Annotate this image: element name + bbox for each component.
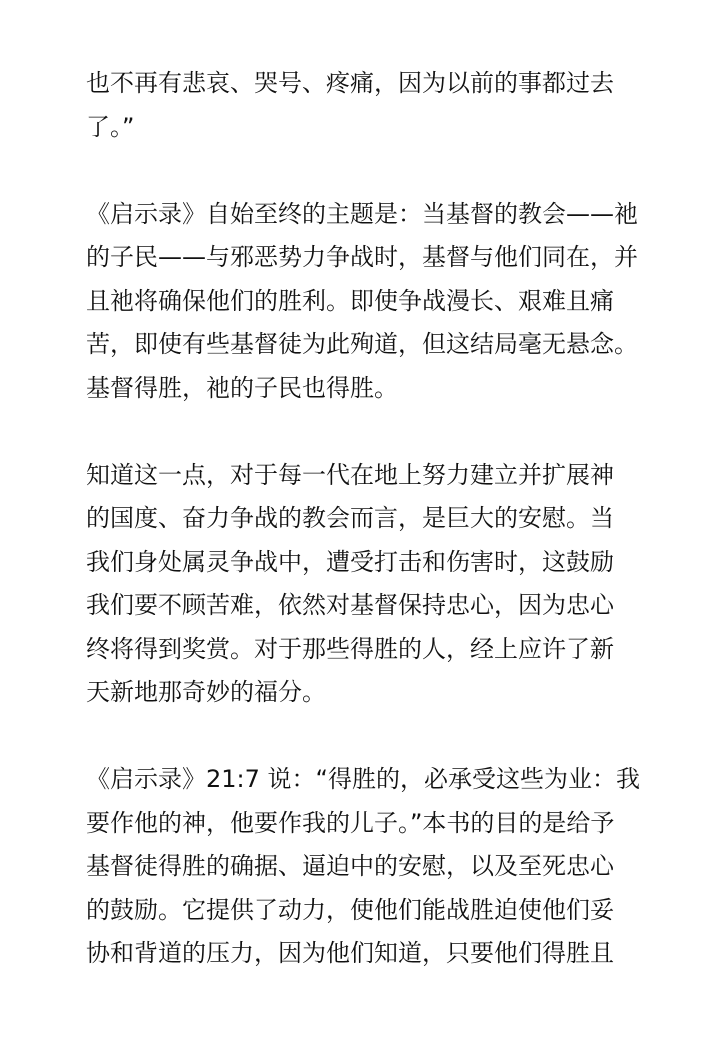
text-line: 的鼓励。它提供了动力，使他们能战胜迫使他们妥	[86, 895, 614, 924]
text-line: 知道这一点，对于每一代在地上努力建立并扩展神	[86, 460, 614, 489]
text-line: 的子民——与邪恶势力争战时，基督与他们同在，并	[86, 243, 638, 271]
text-line: 终将得到奖赏。对于那些得胜的人，经上应许了新	[86, 634, 614, 663]
paragraph-4	[86, 758, 640, 976]
text-line: 基督徒得胜的确据、逼迫中的安慰，以及至死忠心	[86, 852, 614, 880]
text-line: 天新地那奇妙的福分。	[86, 678, 326, 706]
text-line: 协和背道的压力，因为他们知道，只要他们得胜且	[86, 939, 614, 967]
text-line: 苦，即使有些基督徒为此殉道，但这结局毫无悬念。	[86, 330, 638, 358]
text-line: 了。”	[86, 112, 135, 141]
paragraph-3	[86, 454, 640, 715]
text-line: 《启示录》自始至终的主题是：当基督的教会——祂	[86, 199, 638, 228]
text-line: 基督得胜，祂的子民也得胜。	[86, 373, 398, 402]
paragraph-2	[86, 193, 640, 411]
text-line: 且祂将确保他们的胜利。即使争战漫长、艰难且痛	[86, 286, 614, 315]
text-line: 的国度、奋力争战的教会而言，是巨大的安慰。当	[86, 504, 614, 532]
text-line: 我们身处属灵争战中，遭受打击和伤害时，这鼓励	[86, 547, 614, 576]
text-line: 要作他的神，他要作我的儿子。”本书的目的是给予	[86, 808, 615, 837]
text-line: 《启示录》21:7 说：“得胜的，必承受这些为业：我	[86, 765, 640, 793]
text-line: 也不再有悲哀、哭号、疼痛，因为以前的事都过去	[86, 69, 614, 97]
paragraph-1	[86, 62, 640, 149]
text-line: 我们要不顾苦难，依然对基督保持忠心，因为忠心	[86, 591, 614, 619]
